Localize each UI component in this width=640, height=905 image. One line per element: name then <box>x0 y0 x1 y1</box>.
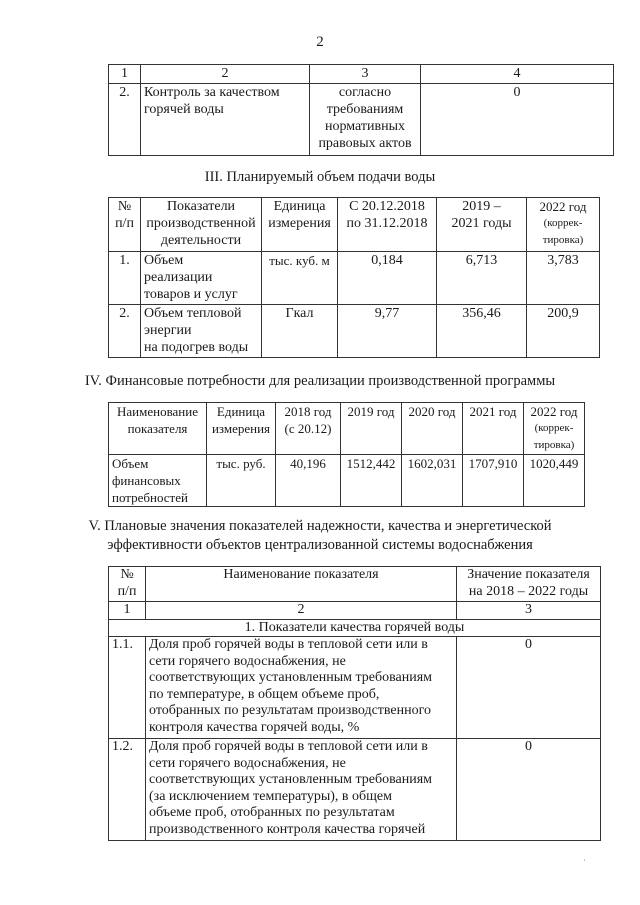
table-row <box>109 637 601 739</box>
header-line: тировка) <box>533 439 575 451</box>
header-period-2019-2021 <box>437 198 527 252</box>
header-line: № <box>117 199 132 214</box>
row-name <box>141 252 262 305</box>
row-value: 356,46 <box>437 305 527 358</box>
row-unit: тыс. куб. м <box>262 252 338 305</box>
header-line: Единица <box>216 404 266 419</box>
water-supply-volume-table <box>108 197 600 358</box>
row-value: 200,9 <box>527 305 600 358</box>
header-period-2018 <box>338 198 437 252</box>
row-text-line: объеме проб, отобранных по результатам <box>149 805 395 820</box>
row-name-line: Объем <box>112 456 149 471</box>
header-num <box>109 198 141 252</box>
header-line: (коррек- <box>543 217 583 229</box>
section-title-iv: IV. Финансовые потребности для реализации производственной программы <box>84 373 556 389</box>
row-value: 0 <box>421 84 614 156</box>
header-2021: 2021 год <box>463 403 524 455</box>
header-line: (с 20.12) <box>284 421 332 436</box>
row-value: 1707,910 <box>463 455 524 507</box>
row-name-line: финансовых <box>112 473 181 488</box>
colnum-2: 2 <box>141 65 310 84</box>
header-line: деятельности <box>160 233 242 248</box>
basis-line: правовых актов <box>318 136 412 151</box>
row-value: 0 <box>457 739 601 841</box>
table-row <box>109 305 600 358</box>
header-row <box>109 567 601 602</box>
row-value: 1020,449 <box>524 455 585 507</box>
header-line: производственной <box>146 216 256 231</box>
row-name <box>141 84 310 156</box>
row-text-line: отобранных по результатам производственного <box>149 703 432 718</box>
row-basis <box>310 84 421 156</box>
header-line: № <box>120 567 134 582</box>
header-row <box>109 198 600 252</box>
header-2018 <box>276 403 341 455</box>
header-value <box>457 567 601 602</box>
header-indicator <box>141 198 262 252</box>
colnum-3: 3 <box>310 65 421 84</box>
colnum-4: 4 <box>421 65 614 84</box>
row-number: 2. <box>109 84 141 156</box>
header-line: 2022 год <box>530 404 578 419</box>
colnum-row <box>109 602 601 620</box>
row-value: 0 <box>457 637 601 739</box>
row-unit: Гкал <box>262 305 338 358</box>
header-line: Наименование <box>117 404 198 419</box>
header-line: Единица <box>273 199 326 214</box>
page-number: 2 <box>316 34 324 50</box>
row-number: 1.1. <box>109 637 146 739</box>
row-name-line: Объем <box>144 253 184 268</box>
row-name-line: Объем тепловой <box>144 306 242 321</box>
row-text-line: производственного контроля качества горячей <box>149 821 426 837</box>
colnum-1: 1 <box>109 602 146 620</box>
row-text-line: (за исключением температуры), в общем <box>149 788 392 804</box>
header-line: тировка) <box>542 234 584 246</box>
row-text-line: сети горячего водоснабжения, не <box>149 653 346 669</box>
row-value: 1602,031 <box>402 455 463 507</box>
header-line: п/п <box>115 216 134 231</box>
row-text-line: Доля проб горячей воды в тепловой сети или в <box>149 739 428 754</box>
row-number: 1.2. <box>109 739 146 841</box>
header-num <box>109 567 146 602</box>
scan-mark: ˈ <box>583 858 586 868</box>
header-2019: 2019 год <box>341 403 402 455</box>
row-name-line: горячей воды <box>144 102 224 117</box>
header-line: измерения <box>211 421 271 436</box>
row-value: 1512,442 <box>341 455 402 507</box>
group-row <box>109 619 601 637</box>
header-line: Значение показателя <box>467 567 590 582</box>
colnum-1: 1 <box>109 65 141 84</box>
header-line: измерения <box>268 216 331 231</box>
section-title-line: V. Плановые значения показателей надежности, качества и энергетической <box>88 518 552 534</box>
row-text-line: сети горячего водоснабжения, не <box>149 755 346 771</box>
table-row <box>109 84 614 156</box>
row-text-line: контроля качества горячей воды, % <box>149 719 360 735</box>
header-line: 2019 – <box>462 199 501 214</box>
row-text <box>146 739 457 841</box>
header-period-2022 <box>527 198 600 252</box>
table-row <box>109 739 601 841</box>
row-unit: тыс. руб. <box>207 455 276 507</box>
row-name-line: потребностей <box>112 490 188 505</box>
header-line: показателя <box>127 421 188 436</box>
table-row <box>109 252 600 305</box>
header-line: (коррек- <box>534 422 574 434</box>
row-name-line: товаров и услуг <box>144 287 238 302</box>
row-text-line: соответствующих установленным требованиям <box>149 772 433 787</box>
colnum-2: 2 <box>146 602 457 620</box>
financial-needs-table <box>108 402 585 507</box>
row-number: 2. <box>109 305 141 358</box>
section-title-line: эффективности объектов централизованной системы водоснабжения <box>107 537 533 553</box>
basis-line: требованиям <box>326 102 404 117</box>
row-name-line: на подогрев воды <box>144 340 249 355</box>
table-row <box>109 455 585 507</box>
row-name <box>141 305 262 358</box>
row-name <box>109 455 207 507</box>
header-line: по 31.12.2018 <box>346 216 428 231</box>
reliability-indicators-table <box>108 566 601 841</box>
header-line: на 2018 – 2022 годы <box>468 583 589 599</box>
header-unit <box>262 198 338 252</box>
row-name-line: реализации <box>144 270 213 285</box>
header-line: Показатели <box>166 199 236 214</box>
header-line: 2018 год <box>284 404 332 419</box>
row-value: 40,196 <box>276 455 341 507</box>
header-name: Наименование показателя <box>146 567 457 602</box>
row-text-line: соответствующих установленным требованиям <box>149 670 433 685</box>
section-title-v <box>0 517 640 555</box>
header-line: 2021 годы <box>451 216 512 231</box>
header-line: п/п <box>117 583 137 599</box>
row-value: 3,783 <box>527 252 600 305</box>
header-2022 <box>524 403 585 455</box>
colnum-3: 3 <box>457 602 601 620</box>
header-row <box>109 403 585 455</box>
section-title-iii: III. Планируемый объем подачи воды <box>204 169 436 185</box>
row-value: 9,77 <box>338 305 437 358</box>
header-2020: 2020 год <box>402 403 463 455</box>
header-unit <box>207 403 276 455</box>
row-text-line: Доля проб горячей воды в тепловой сети или в <box>149 637 428 652</box>
row-value: 6,713 <box>437 252 527 305</box>
basis-line: нормативных <box>324 119 405 134</box>
group-heading: 1. Показатели качества горячей воды <box>109 619 601 637</box>
row-text <box>146 637 457 739</box>
header-line: С 20.12.2018 <box>349 199 425 214</box>
continuation-table <box>108 64 614 156</box>
row-name-line: Контроль за качеством <box>144 85 280 100</box>
row-text-line: по температуре, в общем объеме проб, <box>149 686 380 702</box>
basis-line: согласно <box>338 85 392 100</box>
header-name <box>109 403 207 455</box>
header-line: 2022 год <box>539 199 587 214</box>
row-name-line: энергии <box>144 323 192 338</box>
row-number: 1. <box>109 252 141 305</box>
row-value: 0,184 <box>338 252 437 305</box>
